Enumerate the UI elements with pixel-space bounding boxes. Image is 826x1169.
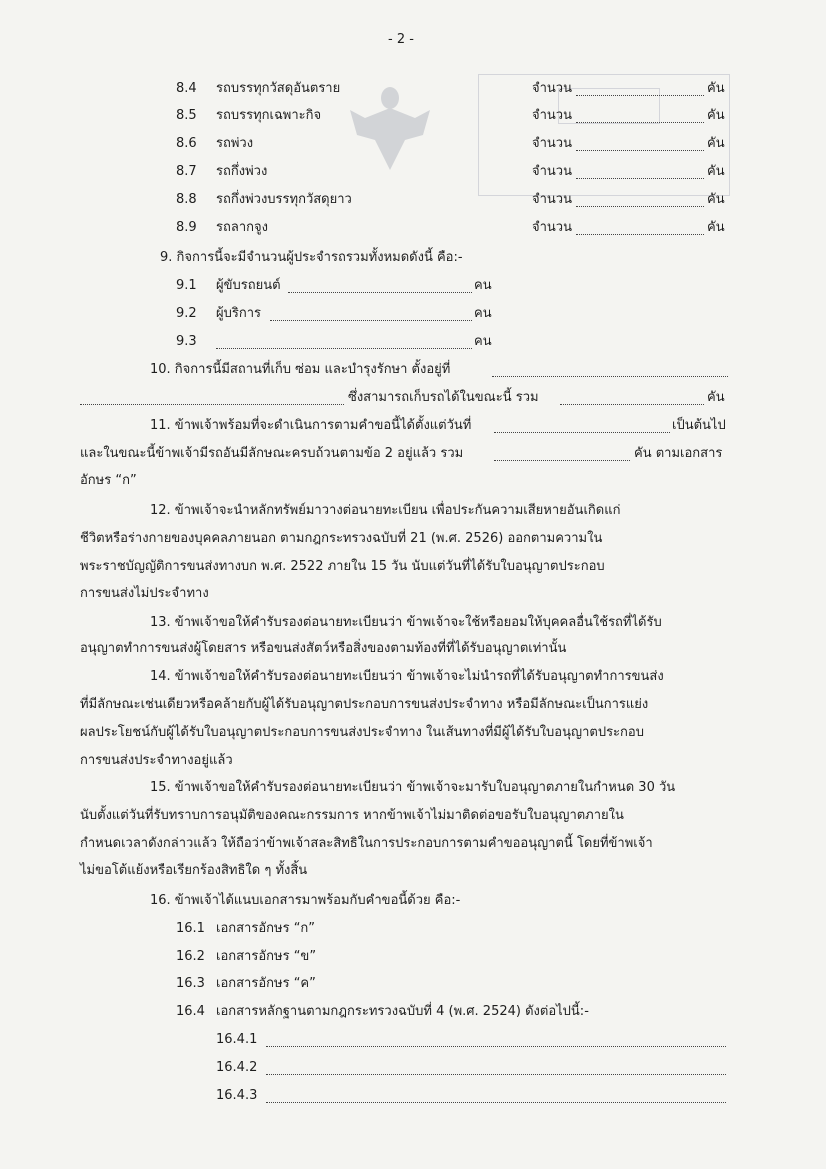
doc-no: 16.3	[176, 976, 205, 991]
doc-name: เอกสารอักษร “ค”	[216, 976, 316, 991]
garuda-emblem-show-through	[345, 80, 435, 180]
count-blank[interactable]	[216, 348, 472, 349]
item10-line1: 10. กิจการนี้มีสถานที่เก็บ ซ่อม และบำรุงรักษา ตั้งอยู่ที่	[150, 362, 451, 377]
sub-blank[interactable]	[266, 1102, 726, 1103]
doc-no: 16.2	[176, 949, 205, 964]
item11-line1: 11. ข้าพเจ้าพร้อมที่จะดำเนินการตามคำขอนี้ได้ตั้งแต่วันที่	[150, 418, 472, 433]
paragraph-line: พระราชบัญญัติการขนส่งทางบก พ.ศ. 2522 ภายใน 15 วัน นับแต่วันที่ได้รับใบอนุญาตประกอบ	[80, 559, 605, 574]
unit-label: คัน	[707, 108, 725, 123]
unit-label: คัน	[707, 136, 725, 151]
location-blank[interactable]	[492, 376, 728, 377]
unit-label: คน	[474, 334, 492, 349]
doc-no: 16.1	[176, 921, 205, 936]
count-blank[interactable]	[270, 320, 472, 321]
sub-no: 16.4.1	[216, 1032, 258, 1047]
item-name: รถกึ่งพ่วงบรรทุกวัสดุยาว	[216, 192, 352, 207]
sub-blank[interactable]	[266, 1046, 726, 1047]
paragraph-line: ผลประโยชน์กับผู้ได้รับใบอนุญาตประกอบการขนส่งประจำทาง ในเส้นทางที่มีผู้ได้รับใบอนุญาตประกอบ	[80, 725, 644, 740]
qty-blank[interactable]	[576, 150, 704, 151]
paragraph-line: 12. ข้าพเจ้าจะนำหลักทรัพย์มาวางต่อนายทะเบียน เพื่อประกันความเสียหายอันเกิดแก่	[150, 503, 621, 518]
sub-no: 16.4.3	[216, 1088, 258, 1103]
doc-name: เอกสารอักษร “ก”	[216, 921, 316, 936]
item-name: รถพ่วง	[216, 136, 254, 151]
unit-label: คน	[474, 306, 492, 321]
item-name: รถลากจูง	[216, 220, 268, 235]
qty-blank[interactable]	[576, 178, 704, 179]
paragraph-line: 14. ข้าพเจ้าขอให้คำรับรองต่อนายทะเบียนว่า ข้าพเจ้าจะไม่นำรถที่ได้รับอนุญาตทำการขนส่ง	[150, 669, 664, 684]
paragraph-line: ที่มีลักษณะเช่นเดียวหรือคล้ายกับผู้ได้รับอนุญาตประกอบการขนส่งประจำทาง หรือมีลักษณะเป็นการแย่ง	[80, 697, 649, 712]
item-name: ผู้บริการ	[216, 306, 262, 321]
unit-label: คัน	[707, 192, 725, 207]
qty-label: จำนวน	[532, 164, 572, 179]
count-blank[interactable]	[288, 292, 472, 293]
item16-heading: 16. ข้าพเจ้าได้แนบเอกสารมาพร้อมกับคำขอนี้ด้วย คือ:-	[150, 893, 461, 908]
paragraph-line: 15. ข้าพเจ้าขอให้คำรับรองต่อนายทะเบียนว่า ข้าพเจ้าจะมารับใบอนุญาตภายในกำหนด 30 วัน	[150, 780, 676, 795]
item-no: 9.1	[176, 278, 197, 293]
location-blank-2[interactable]	[80, 404, 344, 405]
qty-blank[interactable]	[576, 234, 704, 235]
start-date-blank[interactable]	[494, 432, 670, 433]
unit-label: คัน	[707, 81, 725, 96]
qty-label: จำนวน	[532, 81, 572, 96]
item11-line3: อักษร “ก”	[80, 473, 137, 488]
doc-name: เอกสารอักษร “ข”	[216, 949, 317, 964]
item-name: รถกึ่งพ่วง	[216, 164, 268, 179]
sub-blank[interactable]	[266, 1074, 726, 1075]
qty-label: จำนวน	[532, 220, 572, 235]
doc-name: เอกสารหลักฐานตามกฎกระทรวงฉบับที่ 4 (พ.ศ. 2524) ดังต่อไปนี้:-	[216, 1004, 589, 1019]
paragraph-line: นับตั้งแต่วันที่รับทราบการอนุมัติของคณะกรรมการ หากข้าพเจ้าไม่มาติดต่อขอรับใบอนุญาตภายใน	[80, 808, 624, 823]
qty-blank[interactable]	[576, 122, 704, 123]
qty-blank[interactable]	[576, 206, 704, 207]
qty-label: จำนวน	[532, 192, 572, 207]
item-name: ผู้ขับรถยนต์	[216, 278, 281, 293]
unit-label: คัน	[707, 390, 725, 405]
sub-no: 16.4.2	[216, 1060, 258, 1075]
item-no: 9.2	[176, 306, 197, 321]
item-name: รถบรรทุกวัสดุอันตราย	[216, 81, 341, 96]
item11-line2: และในขณะนี้ข้าพเจ้ามีรถอันมีลักษณะครบถ้วนตามข้อ 2 อยู่แล้ว รวม	[80, 446, 464, 461]
qty-label: จำนวน	[532, 108, 572, 123]
qty-label: จำนวน	[532, 136, 572, 151]
item-no: 9.3	[176, 334, 197, 349]
vehicle-count-blank[interactable]	[494, 460, 630, 461]
qty-blank[interactable]	[576, 95, 704, 96]
item-no: 8.5	[176, 108, 197, 123]
paragraph-line: อนุญาตทำการขนส่งผู้โดยสาร หรือขนส่งสัตว์หรือสิ่งของตามท้องที่ที่ได้รับอนุญาตเท่านั้น	[80, 641, 567, 656]
paragraph-line: ชีวิตหรือร่างกายของบุคคลภายนอก ตามกฎกระทรวงฉบับที่ 21 (พ.ศ. 2526) ออกตามความใน	[80, 531, 603, 546]
paragraph-line: 13. ข้าพเจ้าขอให้คำรับรองต่อนายทะเบียนว่า ข้าพเจ้าจะใช้หรือยอมให้บุคคลอื่นใช้รถที่ได้รับ	[150, 615, 662, 630]
item-no: 8.7	[176, 164, 197, 179]
paragraph-line: การขนส่งไม่ประจำทาง	[80, 586, 209, 601]
unit-label: คัน	[707, 220, 725, 235]
capacity-blank[interactable]	[560, 404, 704, 405]
item10-line2: ซึ่งสามารถเก็บรถได้ในขณะนี้ รวม	[348, 390, 539, 405]
doc-no: 16.4	[176, 1004, 205, 1019]
unit-label: คัน	[707, 164, 725, 179]
unit-label: คน	[474, 278, 492, 293]
paragraph-line: ไม่ขอโต้แย้งหรือเรียกร้องสิทธิใด ๆ ทั้งสิ้น	[80, 863, 308, 878]
item-no: 8.6	[176, 136, 197, 151]
item11-line2-end: คัน ตามเอกสาร	[634, 446, 723, 461]
item-no: 8.9	[176, 220, 197, 235]
reverse-stamp-inner	[558, 88, 660, 124]
item-no: 8.4	[176, 81, 197, 96]
page-number: - 2 -	[388, 32, 414, 47]
paragraph-line: การขนส่งประจำทางอยู่แล้ว	[80, 753, 233, 768]
item-name: รถบรรทุกเฉพาะกิจ	[216, 108, 322, 123]
item11-line1-end: เป็นต้นไป	[672, 418, 726, 433]
item9-heading: 9. กิจการนี้จะมีจำนวนผู้ประจำรถรวมทั้งหมดดังนี้ คือ:-	[160, 250, 463, 265]
paragraph-line: กำหนดเวลาดังกล่าวแล้ว ให้ถือว่าข้าพเจ้าสละสิทธิในการประกอบการตามคำขออนุญาตนี้ โดยที่ข้าพเจ้า	[80, 836, 653, 851]
item-no: 8.8	[176, 192, 197, 207]
